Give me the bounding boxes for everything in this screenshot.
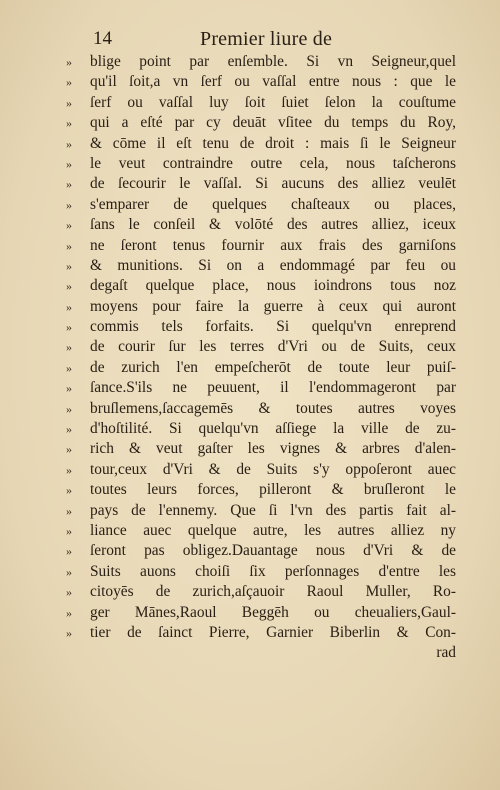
line-text: de zurich l'en empeſcherōt de toute leur puiſ- — [90, 358, 456, 376]
line-text: qui a eſté par cy deuāt vſitee du temps du Roy, — [90, 114, 456, 132]
catchword-line — [66, 643, 456, 663]
text-line — [66, 501, 456, 521]
line-text: liance auec quelque autre, les autres alliez ny — [90, 521, 456, 539]
text-line — [66, 154, 456, 174]
quotation-mark: » — [66, 156, 72, 171]
text-line — [66, 236, 456, 256]
line-text: de courir ſur les terres d'Vri ou de Suits, ceux — [90, 338, 456, 356]
line-text: ſance.S'ils ne peuuent, il l'endommageront par — [90, 379, 456, 397]
text-line — [66, 623, 456, 643]
text-line — [66, 358, 456, 378]
text-line — [66, 460, 456, 480]
line-text: ger Mānes,Raoul Beggēh ou cheualiers,Gaul- — [90, 603, 456, 621]
line-text: qu'il ſoit,a vn ſerf ou vaſſal entre nous : que le — [90, 73, 456, 91]
body-text — [66, 52, 456, 664]
line-text: rich & veut gaſter les vignes & arbres d'alen- — [90, 440, 456, 458]
quotation-mark: » — [66, 55, 72, 69]
page-header — [0, 28, 500, 54]
quotation-mark: » — [66, 462, 72, 477]
quotation-mark: » — [66, 238, 72, 253]
text-line — [66, 134, 456, 154]
page-number: 14 — [93, 28, 112, 49]
text-line — [66, 562, 456, 582]
quotation-mark: » — [66, 483, 72, 498]
text-line — [66, 419, 456, 439]
text-line — [66, 378, 456, 398]
quotation-mark: » — [66, 360, 72, 375]
line-text: toutes leurs forces, pilleront & bruſleront le — [90, 481, 456, 499]
quotation-mark: » — [66, 75, 72, 90]
text-line — [66, 603, 456, 623]
text-line — [66, 521, 456, 541]
text-line — [66, 195, 456, 215]
line-text: de ſecourir le vaſſal. Si aucuns des alliez veulēt — [90, 175, 456, 193]
text-line — [66, 317, 456, 337]
text-line — [66, 276, 456, 296]
quotation-mark: » — [66, 258, 72, 273]
quotation-mark: » — [66, 177, 72, 192]
text-line — [66, 72, 456, 92]
text-line — [66, 52, 456, 72]
line-text: ſeront pas obligez.Dauantage nous d'Vri & de — [90, 542, 456, 560]
line-text: & munitions. Si on a endommagé par feu ou — [90, 256, 456, 274]
quotation-mark: » — [66, 442, 72, 457]
catchword: rad — [436, 644, 456, 662]
quotation-mark: » — [66, 320, 72, 335]
text-line — [66, 256, 456, 276]
text-line — [66, 541, 456, 561]
text-line — [66, 399, 456, 419]
text-line — [66, 439, 456, 459]
line-text: citoyēs de zurich,aſçauoir Raoul Muller, Ro- — [90, 583, 456, 601]
quotation-mark: » — [66, 197, 72, 212]
quotation-mark: » — [66, 503, 72, 518]
quotation-mark: » — [66, 401, 72, 416]
line-text: pays de l'ennemy. Que ſi l'vn des partis fait al- — [90, 501, 456, 519]
text-line — [66, 337, 456, 357]
line-text: & cōme il eſt tenu de droit : mais ſi le Seigneur — [90, 134, 456, 152]
quotation-mark: » — [66, 564, 72, 579]
text-line — [66, 480, 456, 500]
quotation-mark: » — [66, 136, 72, 151]
quotation-mark: » — [66, 299, 72, 314]
line-text: ſerf ou vaſſal luy ſoit ſuiet ſelon la couſtume — [90, 93, 456, 111]
text-line — [66, 297, 456, 317]
line-text: le veut contraindre outre cela, nous taſcherons — [90, 154, 456, 172]
text-line — [66, 113, 456, 133]
line-text: tour,ceux d'Vri & de Suits s'y oppoſeront auec — [90, 460, 456, 478]
line-text: tier de ſainct Pierre, Garnier Biberlin & Con- — [90, 623, 456, 641]
quotation-mark: » — [66, 422, 72, 437]
line-text: blige point par enſemble. Si vn Seigneur,quel — [90, 53, 456, 70]
text-line — [66, 215, 456, 235]
quotation-mark: » — [66, 95, 72, 110]
line-text: commis tels forfaits. Si quelqu'vn enreprend — [90, 318, 456, 336]
quotation-mark: » — [66, 523, 72, 538]
quotation-mark: » — [66, 116, 72, 131]
line-text: ſans le conſeil & volōté des autres alliez, iceux — [90, 216, 456, 234]
line-text: degaſt quelque place, nous ioindrons tous noz — [90, 277, 456, 295]
quotation-mark: » — [66, 625, 72, 640]
quotation-mark: » — [66, 605, 72, 620]
quotation-mark: » — [66, 544, 72, 559]
text-line — [66, 174, 456, 194]
quotation-mark: » — [66, 381, 72, 396]
text-line — [66, 93, 456, 113]
running-title: Premier liure de — [200, 28, 333, 50]
line-text: Suits auons choiſi ſix perſonnages d'entre les — [90, 562, 456, 580]
quotation-mark: » — [66, 585, 72, 600]
text-line — [66, 582, 456, 602]
line-text: ne ſeront tenus fournir aux frais des garniſons — [90, 236, 456, 254]
quotation-mark: » — [66, 279, 72, 294]
line-text: bruſlemens,ſaccagemēs & toutes autres voyes — [90, 399, 456, 417]
quotation-mark: » — [66, 340, 72, 355]
line-text: s'emparer de quelques chaſteaux ou places, — [90, 195, 456, 213]
line-text: moyens pour faire la guerre à ceux qui auront — [90, 297, 456, 315]
line-text: d'hoſtilité. Si quelqu'vn aſſiege la ville de zu- — [90, 420, 456, 438]
quotation-mark: » — [66, 218, 72, 233]
